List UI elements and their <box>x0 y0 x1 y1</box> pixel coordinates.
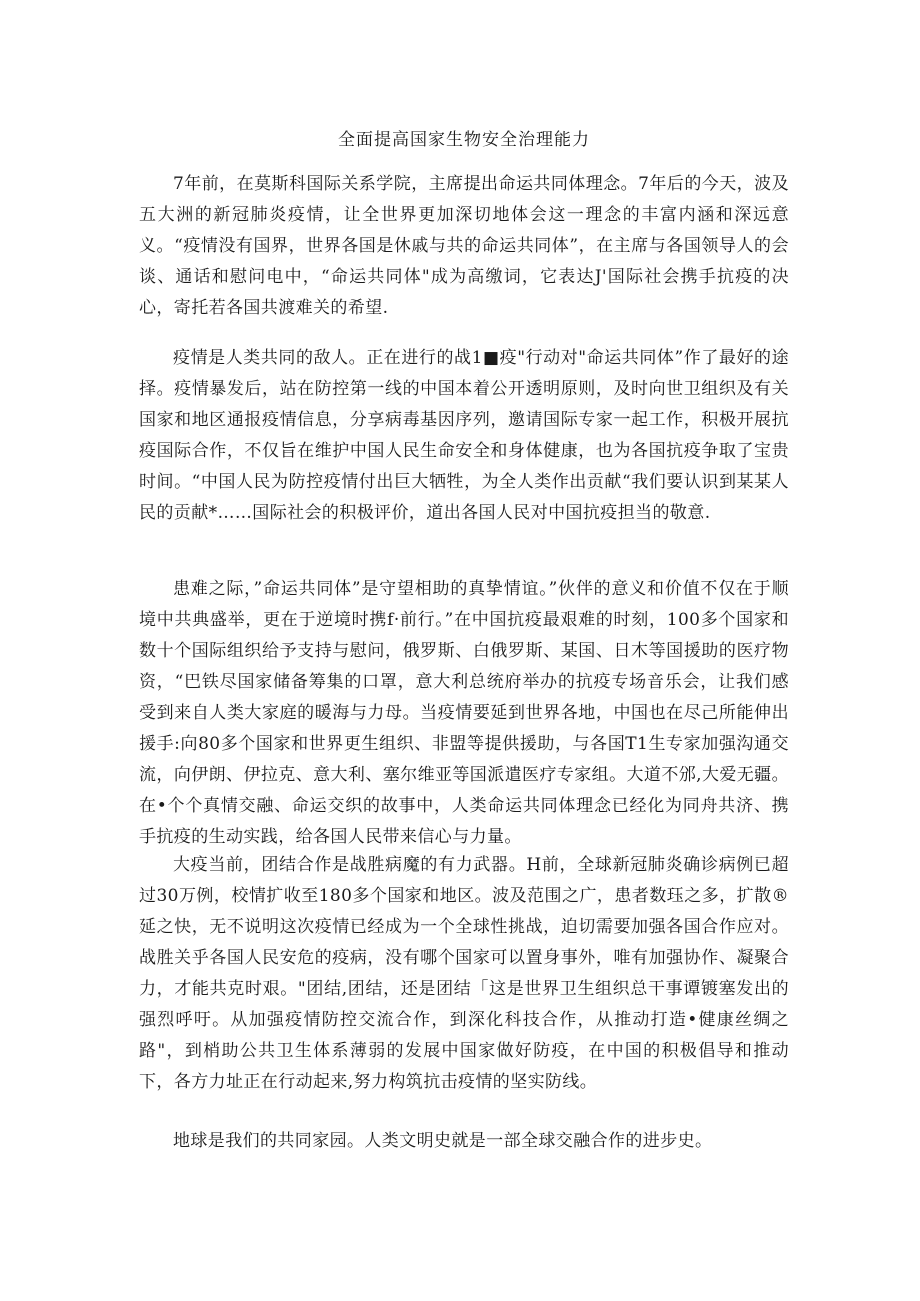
paragraph-4: 大疫当前，团结合作是战胜病魔的有力武器。H前，全球新冠肺炎确诊病例已超过30万例，校情扩收至180多个国家和地区。波及范围之广，患者数珏之多，扩散®延之快，无不说明这次疫情已经成为一个全球性挑战，迫切需要加强各国合作应对。战胜关乎各国人民安危的疫病，没有哪个国家可以置身事外，唯有加强协作、凝聚合力，才能共克时艰。"团结,团结，还是团结「这是世界卫生组织总干事谭镀塞发出的强烈呼吁。从加强疫情防控交流合作，到深化科技合作，从推动打造•健康丝绸之路"，到梢助公共卫生体系薄弱的发展中国家做好防疫，在中国的积极倡导和推动下，各方力址正在行动起来,努力构筑抗击疫情的坚实防线。 <box>139 855 789 1092</box>
document-title: 全面提高国家生物安全治理能力 <box>338 130 590 150</box>
paragraph-2: 疫情是人类共同的敌人。正在进行的战1■疫"行动对"命运共同体”作了最好的途择。疫情暴发后，站在防控第一线的中国本着公开透明原则，及时向世卫组织及有关国家和地区通报疫情信息，分享病毒基因序列，邀请国际专家一起工作，积极开展抗疫国际合作，不仅旨在维护中国人民生命安全和身体健康，也为各国抗疫争取了宝贵时间。“中国人民为防控疫情付出巨大牺牲，为全人类作出贡献“我们要认识到某某人民的贡献*……国际社会的积极评价，道出各国人民对中国抗疫担当的敬意. <box>139 348 789 523</box>
paragraph-3: 患难之际，”命运共同体”是守望相助的真挚情谊。”伙伴的意义和价值不仅在于顺境中共典盛举，更在于逆境时携f·前行。”在中国抗疫最艰难的时刻，100多个国家和数十个国际组织给予支持与慰问，俄罗斯、白俄罗斯、某国、日木等国援助的医疗物资，“巴铁尽国家储备筹集的口罩，意大利总统府举办的抗疫专场音乐会，让我们感受到来自人类大家庭的暖海与力母。当疫情要延到世界各地，中国也在尽己所能伸出援手:向80多个国家和世界更生组织、非盟等提供援助，与各国T1生专家加强沟通交流，向伊朗、伊拉克、意大利、塞尔维亚等国派遣医疗专家组。大道不邠,大爱无疆。在•个个真情交融、命运交织的故事中，人类命运共同体理念已经化为同舟共济、携手抗疫的生动实践，给各国人民带来信心与力量。 <box>139 579 789 847</box>
paragraph-5: 地球是我们的共同家园。人类文明史就是一部全球交融合作的进步史。 <box>173 1131 713 1151</box>
paragraph-1: 7年前，在莫斯科国际关系学院，主席提出命运共同体理念。7年后的今天，波及五大洲的新冠肺炎疫情，让全世界更加深切地体会这一理念的丰富内涵和深远意义。“疫情没有国界，世界各国是休戚与共的命运共同体”，在主席与各国领导人的会谈、通话和慰问电中，“命运共同体"成为高缴词，它表达J'国际社会携手抗疫的决心，寄托若各国共渡难关的希望. <box>139 174 789 318</box>
